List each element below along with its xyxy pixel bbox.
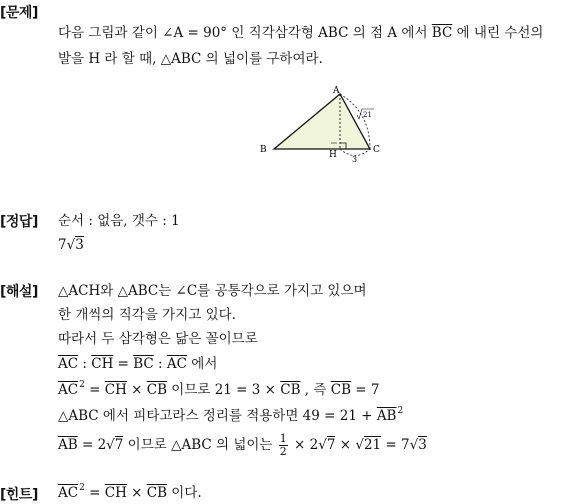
radicand: 7 [326,437,336,453]
fraction-half [279,433,288,458]
denominator: 2 [279,445,287,458]
text: △ABC 에서 피타고라스 정리를 적용하면 49 = 21 + [58,408,377,424]
exponent: 2 [79,483,85,493]
text: 이므로 △ABC 의 넓이는 [123,437,277,453]
hint-tag: [힌트] [0,487,38,503]
label-sqrt21: 21 [363,111,372,119]
exponent: 2 [397,406,404,416]
radicand: 21 [363,437,382,453]
times: × [126,382,147,398]
sep: : [153,356,167,372]
problem-tag: [문제] [0,5,38,21]
segment-bc: $\overline{BC}$ [431,25,453,41]
text: 이므로 21 = 3 × [167,382,281,398]
label-b: B [260,145,267,155]
radicand: 3 [418,437,427,453]
seg: $\overline{BC}$ [133,356,154,372]
eq: = [113,356,134,372]
seg: $\overline{CB}$ [280,382,301,398]
numerator: 1 [279,432,287,445]
solution-line-3: 따라서 두 삼각형은 닮은 꼴이므로 [58,331,258,347]
text: × [335,437,356,453]
seg: $\overline{CH}$ [104,485,127,501]
solution-line-7: $\overline{AB} = 2√7$ 이므로 △ABC 의 넓이는 $\frac{1}{2}$ × 2√7 × √21 = 7√3 [58,432,427,458]
eq: = [84,485,105,501]
problem-line-2: 발을 H 라 할 때, △ABC 의 넓이를 구하여라. [58,51,323,67]
problem-text: 다음 그림과 같이 ∠A = 90° 인 직각삼각형 ABC 의 점 A 에서 [58,25,432,41]
text: , 즉 [300,382,331,398]
times: × [126,485,147,501]
answer-line-2: 7√3 [58,237,84,253]
solution-line-1: △ACH와 △ABC는 ∠C를 공통각으로 가지고 있으며 [58,283,367,299]
text: = 7 [350,382,380,398]
text: 에서 [187,356,218,372]
seg: $\overline{CB}$ [330,382,351,398]
solution-line-5 [58,381,379,401]
seg: $\overline{AC}$ [58,382,79,398]
seg: $\overline{CB}$ [146,485,167,501]
triangle-abc [274,94,370,149]
answer-radicand: 3 [75,237,84,253]
solution-tag: [해설] [0,284,38,300]
solution-line-4 [58,355,217,373]
seg: $\overline{AB}$ [376,408,397,424]
label-3: 3 [352,155,358,164]
seg: $\overline{AB}$ [58,437,78,453]
seg: $\overline{AC}$ [166,356,187,372]
seg: $\overline{CH}$ [104,382,127,398]
solution-line-2: 한 개씩의 직각을 가지고 있다. [58,307,236,323]
seg: $\overline{CH}$ [91,356,114,372]
label-a: A [333,86,340,96]
label-h: H [329,150,337,160]
text: = 7 [381,437,410,453]
eq: = [84,382,105,398]
problem-line-1 [58,24,543,42]
text: = 2 [77,437,107,453]
seg: $\overline{AC}$ [58,485,79,501]
answer-coef: 7 [58,237,67,253]
exponent: 2 [79,380,85,390]
problem-text-end: 에 내린 수선의 [452,25,544,41]
label-c: C [373,145,380,155]
seg: $\overline{CB}$ [146,382,167,398]
solution-line-6 [58,407,403,427]
answer-tag: [정답] [0,214,38,230]
hint-line [58,484,202,504]
sep: : [78,356,92,372]
text: × 2 [289,437,319,453]
text: 이다. [167,485,202,501]
triangle-figure [258,84,398,164]
answer-line-1: 순서 : 없음, 갯수 : 1 [58,213,180,229]
seg: $\overline{AC}$ [58,356,79,372]
radicand: 7 [114,437,124,453]
